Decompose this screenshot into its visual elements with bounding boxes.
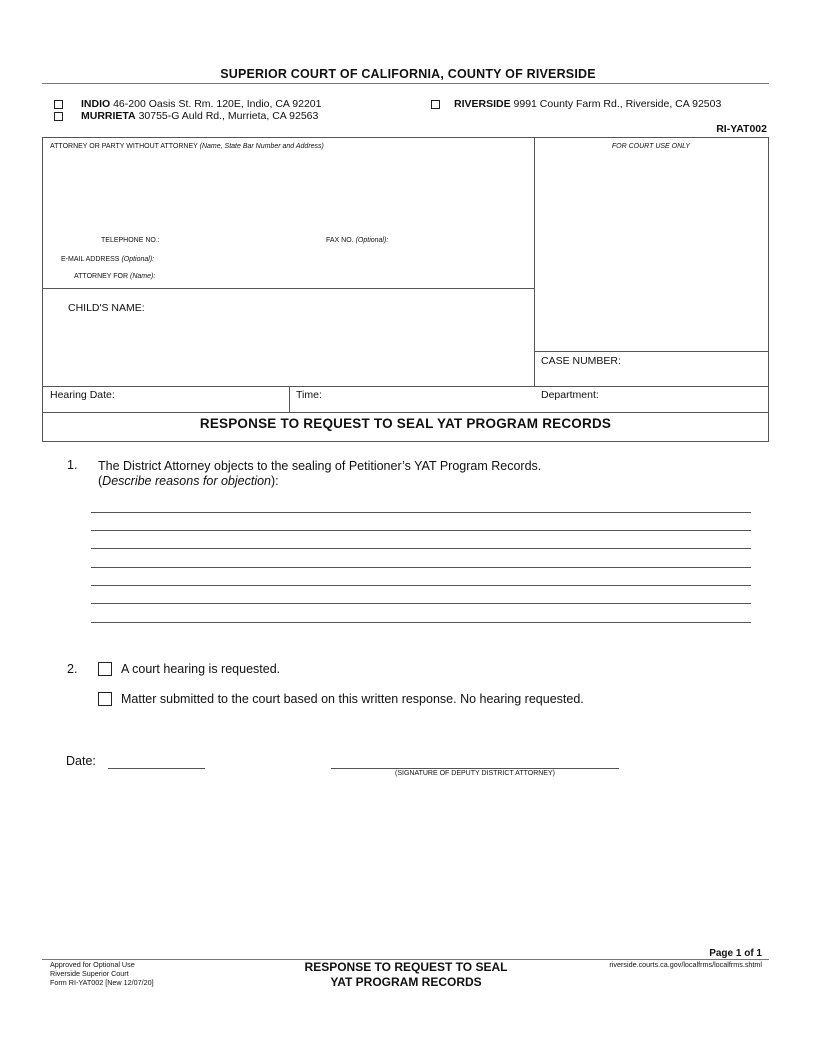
attorney-for-label-text: ATTORNEY FOR — [74, 273, 129, 280]
instruction-close: ): — [271, 474, 279, 488]
hearing-requested-checkbox[interactable] — [98, 662, 112, 676]
objection-line[interactable] — [91, 622, 751, 623]
objection-line[interactable] — [91, 548, 751, 549]
fax-label-text: FAX NO. — [326, 237, 354, 244]
location-name: RIVERSIDE — [454, 98, 511, 110]
location-murrieta — [81, 110, 318, 122]
child-name-label: CHILD'S NAME: — [68, 302, 145, 314]
location-address: 46-200 Oasis St. Rm. 120E, Indio, CA 92201 — [113, 98, 322, 110]
signature-field[interactable] — [331, 768, 619, 769]
instruction-text: Describe reasons for objection — [102, 474, 272, 488]
court-use-label-text: FOR COURT USE ONLY — [611, 143, 691, 150]
item-1-instruction — [98, 474, 279, 488]
signature-label: (SIGNATURE OF DEPUTY DISTRICT ATTORNEY) — [395, 770, 555, 777]
footer-url[interactable]: riverside.courts.ca.gov/localfrms/localfrms.shtml — [609, 960, 762, 969]
title-row-top — [42, 412, 769, 413]
footer-title-line-1: RESPONSE TO REQUEST TO SEAL — [304, 960, 508, 974]
indio-checkbox[interactable] — [54, 100, 63, 109]
telephone-field[interactable] — [170, 234, 320, 246]
location-indio — [81, 98, 321, 110]
fax-field[interactable] — [400, 234, 530, 246]
no-hearing-label: Matter submitted to the court based on this written response. No hearing requested. — [121, 692, 584, 706]
court-use-divider — [534, 137, 535, 387]
header-divider — [42, 83, 769, 84]
instruction-open: ( — [98, 474, 103, 488]
court-use-label — [0, 143, 816, 150]
riverside-checkbox[interactable] — [431, 100, 440, 109]
email-label — [61, 256, 154, 263]
item-2-number: 2. — [67, 662, 78, 676]
case-number-divider — [534, 351, 769, 352]
form-id: RI-YAT002 — [716, 123, 767, 135]
footer-form-line: Form RI-YAT002 [New 12/07/20] — [50, 978, 154, 987]
objection-line[interactable] — [91, 512, 751, 513]
murrieta-checkbox[interactable] — [54, 112, 63, 121]
attorney-for-label-note: (Name): — [130, 273, 156, 280]
footer-approved: Approved for Optional Use — [50, 960, 135, 969]
fax-label — [326, 237, 388, 244]
email-field[interactable] — [170, 253, 530, 265]
page-number: Page 1 of 1 — [709, 948, 762, 959]
email-label-text: E-MAIL ADDRESS — [61, 256, 120, 263]
objection-line[interactable] — [91, 603, 751, 604]
objection-line[interactable] — [91, 530, 751, 531]
attorney-for-field[interactable] — [170, 270, 530, 282]
footer-court: Riverside Superior Court — [50, 969, 129, 978]
attorney-for-label — [74, 273, 155, 280]
item-1-text: The District Attorney objects to the sealing of Petitioner’s YAT Program Records. — [98, 459, 542, 473]
footer-title-line-2: YAT PROGRAM RECORDS — [330, 975, 482, 989]
footer-title — [256, 960, 556, 990]
date-label: Date: — [66, 754, 96, 768]
time-label: Time: — [296, 389, 322, 401]
hearing-time-separator — [289, 386, 290, 412]
location-riverside — [454, 98, 721, 110]
fax-label-note: (Optional): — [355, 237, 389, 244]
case-number-label: CASE NUMBER: — [541, 355, 621, 367]
location-address: 30755-G Auld Rd., Murrieta, CA 92563 — [138, 110, 319, 122]
child-name-divider — [42, 288, 534, 289]
date-field[interactable] — [108, 768, 205, 769]
location-address: 9991 County Farm Rd., Riverside, CA 92503 — [513, 98, 722, 110]
hearing-requested-label: A court hearing is requested. — [121, 662, 281, 676]
court-title: SUPERIOR COURT OF CALIFORNIA, COUNTY OF RIVERSIDE — [220, 67, 596, 81]
attorney-label-note: (Name, State Bar Number and Address) — [199, 143, 324, 150]
hearing-row-top — [42, 386, 769, 387]
no-hearing-checkbox[interactable] — [98, 692, 112, 706]
email-label-note: (Optional): — [121, 256, 155, 263]
item-1-number: 1. — [67, 458, 78, 472]
department-label: Department: — [541, 389, 599, 401]
location-name: MURRIETA — [81, 110, 136, 122]
objection-line[interactable] — [91, 585, 751, 586]
attorney-label-text: ATTORNEY OR PARTY WITHOUT ATTORNEY — [50, 143, 198, 150]
telephone-label: TELEPHONE NO.: — [101, 237, 160, 244]
case-number-field[interactable] — [620, 353, 766, 383]
location-name: INDIO — [81, 98, 111, 110]
hearing-date-label: Hearing Date: — [50, 389, 115, 401]
objection-line[interactable] — [91, 567, 751, 568]
child-name-field[interactable] — [42, 316, 534, 384]
attorney-name-address-field[interactable] — [42, 152, 534, 228]
form-title: RESPONSE TO REQUEST TO SEAL YAT PROGRAM RECORDS — [199, 416, 612, 431]
